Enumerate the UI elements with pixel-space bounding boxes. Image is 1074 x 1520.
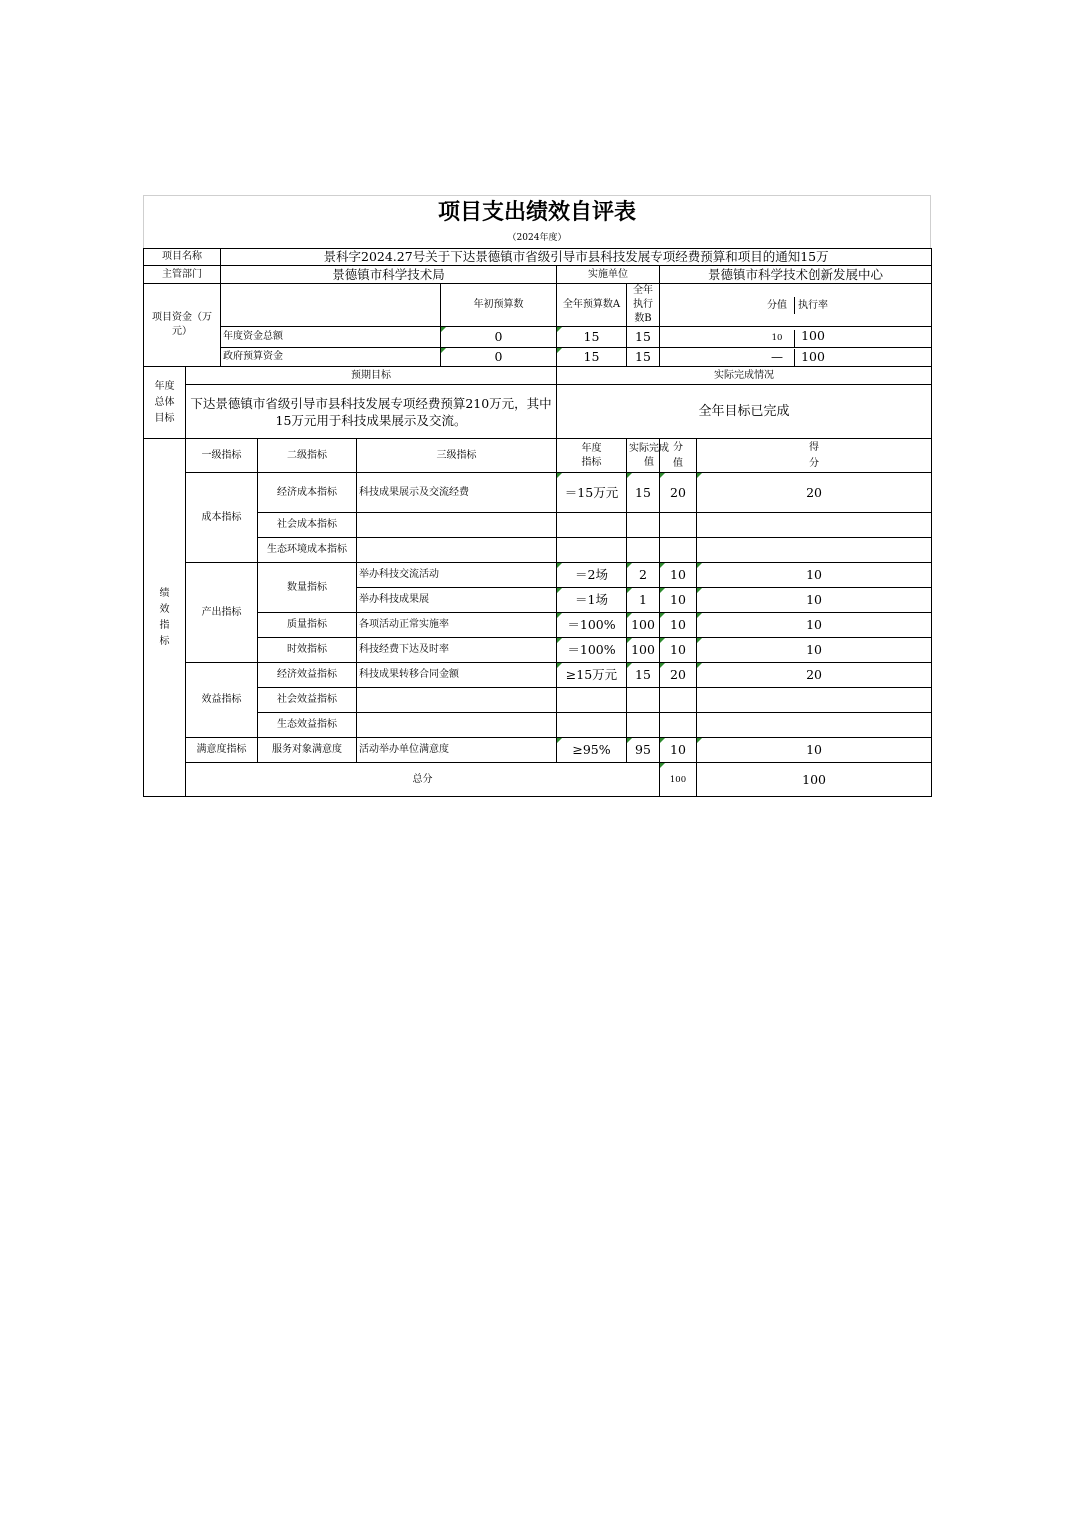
total-value: 100 [660, 763, 697, 797]
funds-header-executed: 全年执行数B [627, 284, 660, 327]
score-value: 10 [660, 638, 697, 663]
actual-goal-label: 实际完成情况 [557, 367, 932, 385]
score-value [660, 713, 697, 738]
actual-value [627, 513, 660, 538]
impl-value: 景德镇市科学技术创新发展中心 [660, 266, 932, 284]
project-name-label: 项目名称 [144, 249, 221, 266]
score: 10 [697, 638, 932, 663]
total-score: 100 [697, 763, 932, 797]
project-name: 景科字2024.27号关于下达景德镇市省级引导市县科技发展专项经费预算和项目的通知15万 [221, 249, 932, 266]
actual-value [627, 688, 660, 713]
level1-benefit: 效益指标 [186, 663, 258, 738]
level3-indicator: 科技成果展示及交流经费 [357, 473, 557, 513]
dept-value: 景德镇市科学技术局 [221, 266, 557, 284]
score: 10 [697, 563, 932, 588]
expected-goal: 下达景德镇市省级引导市县科技发展专项经费预算210万元，其中15万元用于科技成果展示及交流。 [186, 385, 557, 439]
funds-header-rate: 执行率 [798, 299, 829, 311]
level3-indicator [357, 538, 557, 563]
score [697, 513, 932, 538]
level2-eco-cost: 生态环境成本指标 [258, 538, 357, 563]
funds-split [660, 348, 932, 367]
annual-target [557, 538, 627, 563]
funds-row-label: 年度资金总额 [221, 327, 441, 348]
level3-indicator: 科技经费下达及时率 [357, 638, 557, 663]
score-value [660, 688, 697, 713]
score-value: 10 [660, 563, 697, 588]
goals-label: 年度总体目标 [144, 367, 186, 439]
annual-target [557, 688, 627, 713]
level1-cost: 成本指标 [186, 473, 258, 563]
funds-executed: 15 [627, 327, 660, 348]
level2-timeliness: 时效指标 [258, 638, 357, 663]
funds-split [660, 327, 932, 348]
level3-indicator: 科技成果转移合同金额 [357, 663, 557, 688]
level2-social-benefit: 社会效益指标 [258, 688, 357, 713]
actual-value: 1 [627, 588, 660, 613]
score: 20 [697, 663, 932, 688]
level2-eco-benefit: 生态效益指标 [258, 713, 357, 738]
level3-indicator [357, 688, 557, 713]
form-title: 项目支出绩效自评表 [143, 195, 931, 229]
funds-blank [221, 284, 441, 327]
funds-annual: 15 [557, 327, 627, 348]
header-score-value: 分值 [660, 439, 697, 473]
actual-value: 2 [627, 563, 660, 588]
score-value [660, 513, 697, 538]
score-value: 20 [660, 663, 697, 688]
funds-header-annual: 全年预算数A [557, 284, 627, 327]
header-level2: 二级指标 [258, 439, 357, 473]
funds-executed: 15 [627, 348, 660, 367]
level1-satisfaction: 满意度指标 [186, 738, 258, 763]
score-value: 10 [660, 613, 697, 638]
level2-quality: 质量指标 [258, 613, 357, 638]
funds-header-score-value: 分值 [760, 297, 795, 314]
score: 10 [697, 738, 932, 763]
funds-label: 项目资金（万元） [144, 284, 221, 367]
header-level3: 三级指标 [357, 439, 557, 473]
score: 20 [697, 473, 932, 513]
actual-value [627, 713, 660, 738]
actual-value: 15 [627, 663, 660, 688]
funds-score-value: 10 [760, 330, 795, 347]
annual-target [557, 513, 627, 538]
indicators-label: 绩效指标 [144, 439, 186, 797]
score: 10 [697, 588, 932, 613]
header-annual-target: 年度指标 [557, 439, 627, 473]
actual-value: 15 [627, 473, 660, 513]
level2-service: 服务对象满意度 [258, 738, 357, 763]
level3-indicator: 各项活动正常实施率 [357, 613, 557, 638]
level2-quantity: 数量指标 [258, 563, 357, 613]
annual-target: ≥15万元 [557, 663, 627, 688]
score-value: 20 [660, 473, 697, 513]
score [697, 688, 932, 713]
dept-label: 主管部门 [144, 266, 221, 284]
score [697, 538, 932, 563]
header-level1: 一级指标 [186, 439, 258, 473]
year-label: （2024年度） [143, 229, 931, 248]
evaluation-table [143, 248, 932, 797]
level3-indicator: 举办科技交流活动 [357, 563, 557, 588]
funds-initial: 0 [441, 327, 557, 348]
level2-economic-cost: 经济成本指标 [258, 473, 357, 513]
actual-value [627, 538, 660, 563]
funds-header-split [660, 284, 932, 327]
impl-label: 实施单位 [557, 266, 660, 284]
actual-value: 100 [627, 638, 660, 663]
score: 10 [697, 613, 932, 638]
annual-target [557, 713, 627, 738]
expected-goal-label: 预期目标 [186, 367, 557, 385]
funds-row-label: 政府预算资金 [221, 348, 441, 367]
score-value: 10 [660, 738, 697, 763]
annual-target: ＝1场 [557, 588, 627, 613]
level3-indicator [357, 513, 557, 538]
evaluation-form [143, 195, 931, 797]
score-value: 10 [660, 588, 697, 613]
level3-indicator: 活动举办单位满意度 [357, 738, 557, 763]
actual-value: 95 [627, 738, 660, 763]
annual-target: ≥95% [557, 738, 627, 763]
header-actual-value: 实际完成值 [627, 439, 660, 473]
funds-rate: 100 [801, 328, 825, 343]
level3-indicator [357, 713, 557, 738]
annual-target: ＝15万元 [557, 473, 627, 513]
header-score: 得分 [697, 439, 932, 473]
level2-social-cost: 社会成本指标 [258, 513, 357, 538]
annual-target: ＝100% [557, 613, 627, 638]
funds-header-initial: 年初预算数 [441, 284, 557, 327]
funds-annual: 15 [557, 348, 627, 367]
actual-value: 100 [627, 613, 660, 638]
annual-target: ＝100% [557, 638, 627, 663]
total-label: 总分 [186, 763, 660, 797]
score [697, 713, 932, 738]
funds-score-value: — [760, 349, 795, 366]
level3-indicator: 举办科技成果展 [357, 588, 557, 613]
actual-goal: 全年目标已完成 [557, 385, 932, 439]
funds-rate: 100 [801, 349, 825, 364]
level2-economic-benefit: 经济效益指标 [258, 663, 357, 688]
level1-output: 产出指标 [186, 563, 258, 663]
funds-initial: 0 [441, 348, 557, 367]
annual-target: ＝2场 [557, 563, 627, 588]
score-value [660, 538, 697, 563]
